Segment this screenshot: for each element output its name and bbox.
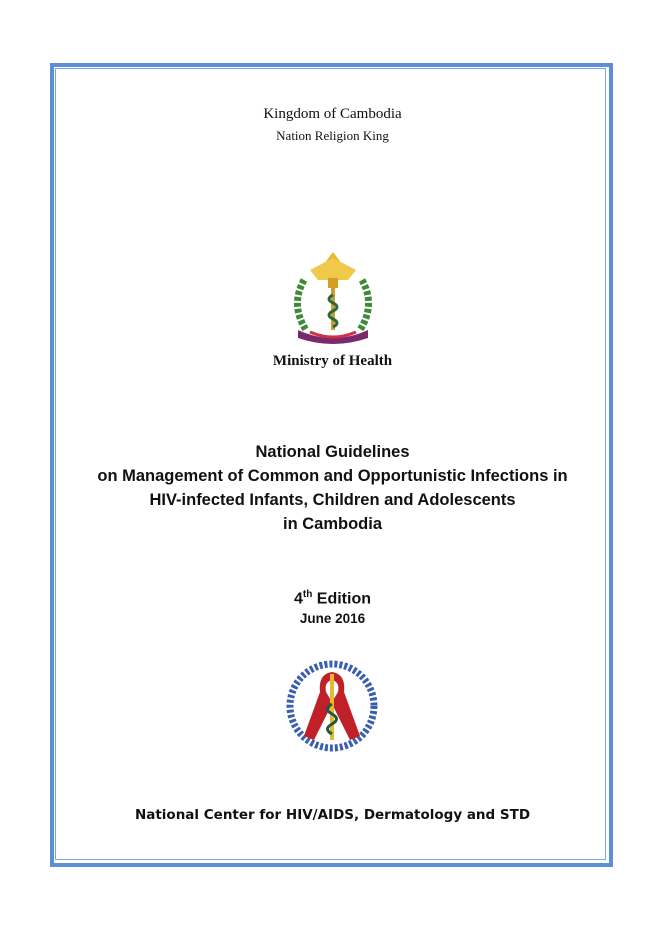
title-line: on Management of Common and Opportunistic Infections in <box>97 467 568 485</box>
document-title <box>0 440 665 536</box>
edition <box>0 589 665 608</box>
title-line: National Guidelines <box>255 443 410 461</box>
title-line: in Cambodia <box>282 515 382 533</box>
kingdom-text: Kingdom of Cambodia <box>263 106 402 122</box>
edition-number: 4 <box>293 590 303 608</box>
motto-text: Nation Religion King <box>276 128 389 143</box>
title-line: HIV-infected Infants, Children and Adolescents <box>149 491 516 509</box>
ministry-name: Ministry of Health <box>272 353 393 369</box>
publisher-name: National Center for HIV/AIDS, Dermatology and STD <box>134 807 531 823</box>
edition-label: Edition <box>312 590 371 608</box>
edition-suffix: th <box>302 589 313 600</box>
edition-date: June 2016 <box>299 611 366 626</box>
nchads-logo <box>282 660 382 752</box>
ministry-of-health-emblem <box>288 250 378 350</box>
